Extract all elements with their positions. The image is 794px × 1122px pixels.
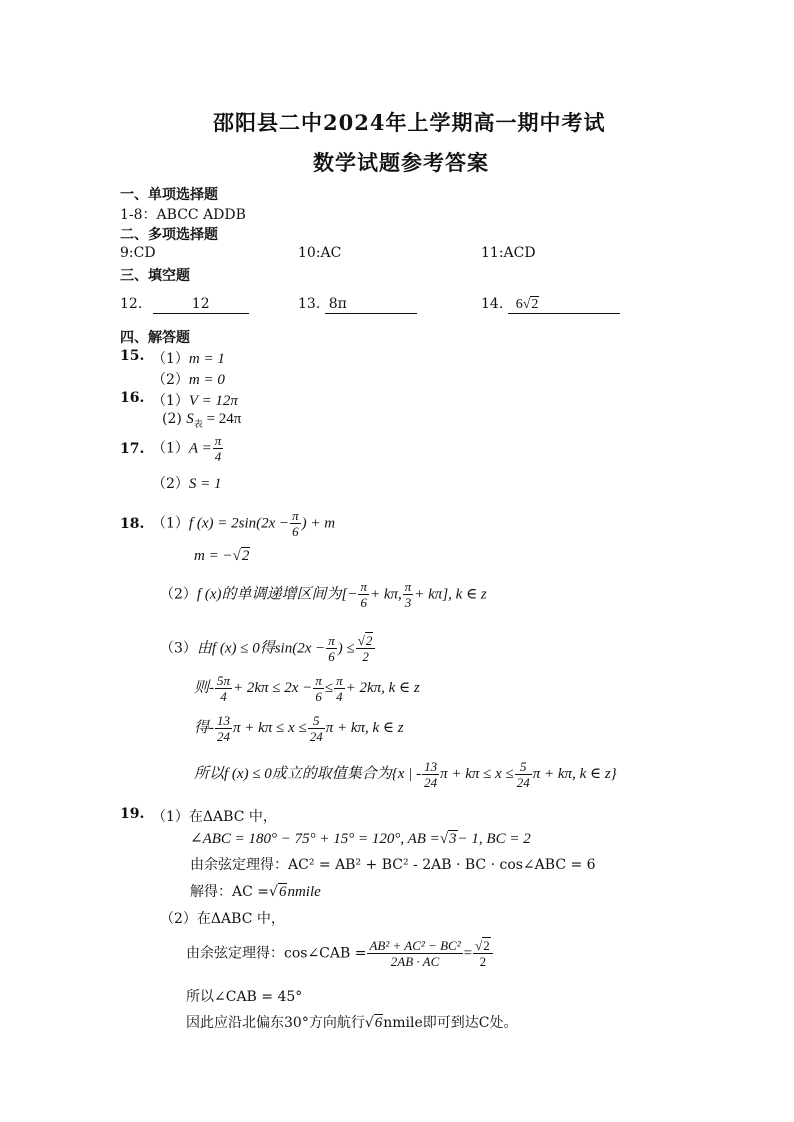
q19-part2-line2: 由余弦定理得：cos∠CAB = $\frac{\text{AB² + AC² − BC²}}{2AB \cdot AC}$ = $\frac{√2}{2}$	[186, 938, 494, 969]
q13-blank: 8π	[325, 296, 417, 314]
q18-number: 18.	[120, 516, 145, 532]
q18-part1-line2: m = −√2	[194, 548, 250, 564]
q18-part3-line3: 得- $\frac{13}{24}$ π + kπ ≤ x ≤ $\frac{5}{24}$ π + kπ, k ∈ z	[194, 713, 404, 744]
q15-part1: （1）m = 1	[152, 351, 225, 367]
q19-part1-line2: ∠ABC = 180° − 75° + 15° = 120°, AB =√3− 1, BC = 2	[190, 831, 531, 847]
section-fill-in: 三、填空题	[120, 268, 190, 284]
q15-part2: （2）m = 0	[152, 372, 225, 388]
answer-q11: 11:ACD	[481, 245, 536, 261]
q18-part3-line4: 所以f (x) ≤ 0成立的取值集合为{x | - $\frac{13}{24}$ π + kπ ≤ x ≤ $\frac{5}{24}$ π + kπ, k ∈ z}	[194, 759, 617, 790]
q16-part1: （1）V = 12π	[152, 393, 238, 409]
section-solutions: 四、解答题	[120, 330, 190, 346]
q17-number: 17.	[120, 441, 145, 457]
q19-part2-line1: （2）在ΔABC 中，	[160, 911, 285, 927]
q18-part3-line1: （3）由f (x) ≤ 0得sin(2x − $\frac{\pi}{6}$ ) ≤ $\frac{√2}{2}$	[160, 633, 376, 664]
q12-blank: 12	[153, 296, 249, 314]
q17-part1: （1）A = $\frac{\pi}{4}$	[152, 433, 222, 464]
answer-q12	[120, 296, 249, 314]
q16-number: 16.	[120, 390, 145, 406]
q18-part1-line1: （1）f (x) = 2sin(2x − $\frac{\pi}{6}$ ) + m	[152, 508, 336, 539]
q18-part2: （2）f (x)的单调递增区间为[− $\frac{\pi}{6}$ + kπ, $\frac{\pi}{3}$ + kπ], k ∈ z	[160, 579, 487, 610]
q14-number: 14.	[481, 296, 504, 312]
q19-number: 19.	[120, 806, 145, 822]
q15-number: 15.	[120, 348, 145, 364]
answer-q14	[481, 296, 620, 314]
q19-part1-line4: 解得：AC =√6nmile	[190, 884, 321, 900]
q17-part2: （2）S = 1	[152, 476, 222, 492]
q18-part3-line2: 则- $\frac{5\pi}{4}$ + 2kπ ≤ 2x − $\frac{\pi}{6}$ ≤ $\frac{\pi}{4}$ + 2kπ, k ∈ z	[194, 673, 420, 704]
q19-part1-line1: （1）在ΔABC 中，	[152, 809, 277, 825]
single-choice-answers: 1-8：ABCC ADDB	[120, 207, 246, 223]
page-title: 邵阳县二中2024年上学期高一期中考试	[213, 110, 606, 135]
answer-q10: 10:AC	[298, 245, 342, 261]
q19-part2-line3: 所以∠CAB = 45°	[186, 989, 303, 1005]
answer-q13	[298, 296, 417, 314]
section-multi-choice: 二、多项选择题	[120, 227, 218, 243]
q19-part2-line4: 因此应沿北偏东30°方向航行√6nmile即可到达C处。	[186, 1015, 518, 1031]
q14-blank: 6√2	[508, 296, 620, 314]
page-subtitle: 数学试题参考答案	[313, 150, 489, 175]
section-single-choice: 一、单项选择题	[120, 187, 218, 203]
q12-number: 12.	[120, 296, 143, 312]
answer-q9: 9:CD	[120, 245, 156, 261]
q19-part1-line3: 由余弦定理得：AC² = AB² + BC² - 2AB · BC · cos∠ABC = 6	[190, 857, 596, 873]
q13-number: 13.	[298, 296, 321, 312]
q16-part2: (2) $S_表 = 24\pi$	[162, 411, 242, 430]
